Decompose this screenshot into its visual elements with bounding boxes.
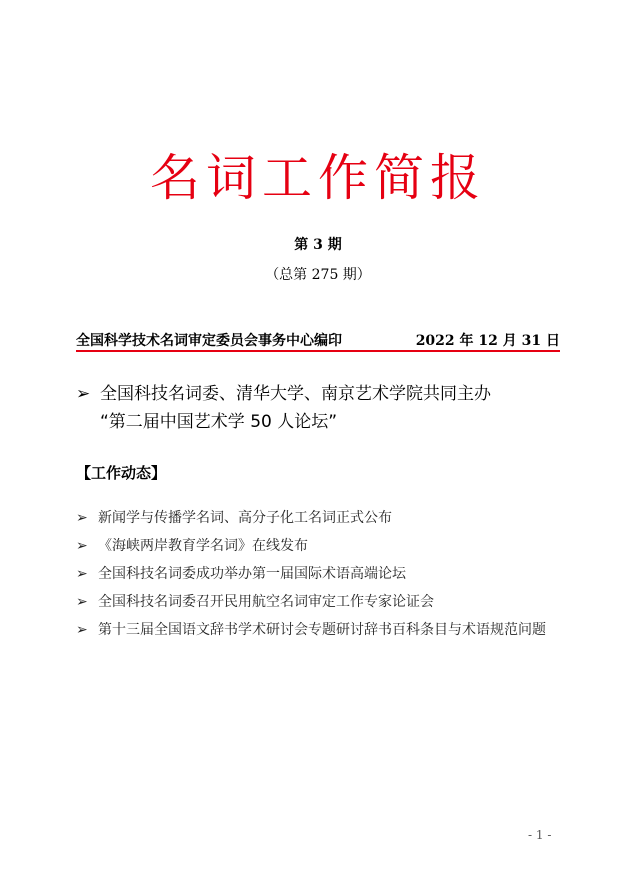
arrow-bullet-icon: ➢: [76, 384, 91, 404]
arrow-bullet-icon: ➢: [76, 538, 88, 554]
list-item: [76, 504, 566, 532]
page-number: - 1 -: [528, 828, 552, 842]
list-item-text: 全国科技名词委成功举办第一届国际术语高端论坛: [98, 566, 406, 582]
editor-name: 全国科学技术名词审定委员会事务中心编印: [76, 333, 342, 349]
arrow-bullet-icon: ➢: [76, 510, 88, 526]
issue-number: 第 3 期: [294, 237, 342, 253]
publish-date: 2022 年 12 月 31 日: [415, 333, 560, 349]
list-item-text: 《海峡两岸教育学名词》在线发布: [98, 538, 308, 554]
news-list: [76, 504, 566, 644]
list-item: [76, 560, 566, 588]
list-item: [76, 616, 566, 644]
list-item-text: 全国科技名词委召开民用航空名词审定工作专家论证会: [98, 594, 434, 610]
masthead-line: [76, 330, 560, 350]
headline-item: [76, 380, 576, 436]
list-item: [76, 532, 566, 560]
section-title: 【工作动态】: [76, 464, 167, 482]
headline-line-1: 全国科技名词委、清华大学、南京艺术学院共同主办: [100, 384, 491, 404]
headline-text: [100, 380, 491, 436]
list-item-text: 新闻学与传播学名词、高分子化工名词正式公布: [98, 510, 392, 526]
list-item-text: 第十三届全国语文辞书学术研讨会专题研讨辞书百科条目与术语规范问题: [98, 622, 546, 638]
red-divider: [76, 350, 560, 352]
arrow-bullet-icon: ➢: [76, 594, 88, 610]
arrow-bullet-icon: ➢: [76, 622, 88, 638]
headline-line-2: “第二届中国艺术学 50 人论坛”: [100, 412, 338, 432]
bulletin-title: 名词工作简报: [150, 149, 486, 207]
issue-total: （总第 275 期）: [265, 267, 371, 283]
arrow-bullet-icon: ➢: [76, 566, 88, 582]
list-item: [76, 588, 566, 616]
